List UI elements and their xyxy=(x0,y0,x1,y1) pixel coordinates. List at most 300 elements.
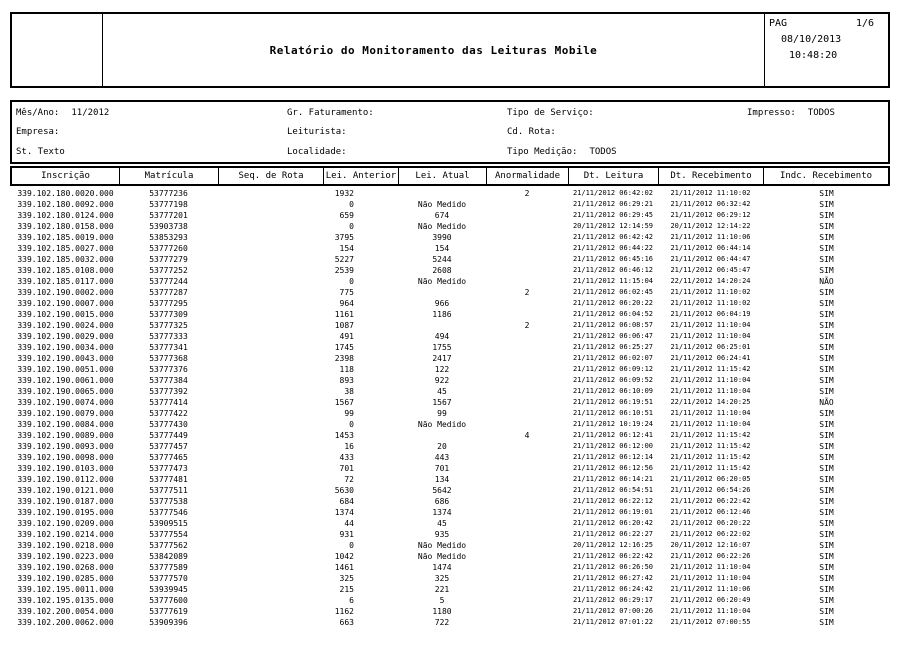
cell-dt-recebimento: 21/11/2012 06:44:14 xyxy=(670,244,751,252)
cell-indc-recebimento: SIM xyxy=(819,299,834,308)
cell-indc-recebimento: SIM xyxy=(819,585,834,594)
table-row xyxy=(12,210,890,221)
column-header-7: Dt. Recebimento xyxy=(658,168,763,184)
cell-matricula: 53777449 xyxy=(149,431,188,440)
filter-label: St. Texto xyxy=(16,146,65,157)
filter-label: Mês/Ano: xyxy=(16,107,60,118)
cell-lei-anterior: 0 xyxy=(349,200,354,209)
cell-indc-recebimento: SIM xyxy=(819,321,834,330)
cell-lei-atual: 5 xyxy=(439,596,445,605)
cell-indc-recebimento: SIM xyxy=(819,607,834,616)
cell-indc-recebimento: SIM xyxy=(819,365,834,374)
cell-matricula: 53777279 xyxy=(149,255,188,264)
cell-seq-rota xyxy=(218,496,323,507)
cell-anormalidade xyxy=(486,551,568,562)
cell-lei-anterior: 5227 xyxy=(334,255,354,264)
cell-anormalidade xyxy=(486,276,568,287)
cell-dt-leitura: 21/11/2012 06:26:50 xyxy=(572,563,654,571)
cell-dt-recebimento: 21/11/2012 11:15:42 xyxy=(670,442,751,450)
cell-anormalidade xyxy=(486,364,568,375)
cell-lei-atual: 20 xyxy=(437,442,447,451)
cell-lei-anterior: 325 xyxy=(339,574,354,583)
cell-indc-recebimento: SIM xyxy=(819,288,834,297)
cell-indc-recebimento: SIM xyxy=(819,475,834,484)
table-row xyxy=(12,386,890,397)
cell-matricula: 53777562 xyxy=(149,541,188,550)
cell-dt-recebimento: 21/11/2012 11:10:04 xyxy=(670,574,751,582)
cell-seq-rota xyxy=(218,573,323,584)
cell-inscricao: 339.102.190.0079.000 xyxy=(17,409,114,418)
cell-lei-anterior: 1745 xyxy=(334,343,354,352)
cell-indc-recebimento: SIM xyxy=(819,431,834,440)
cell-lei-atual: 1186 xyxy=(432,310,452,319)
filter-value: 11/2012 xyxy=(71,107,110,118)
cell-dt-recebimento: 21/11/2012 11:10:04 xyxy=(670,321,751,329)
cell-seq-rota xyxy=(218,353,323,364)
page-number: 1/6 xyxy=(855,18,874,29)
cell-seq-rota xyxy=(218,562,323,573)
cell-lei-anterior: 1932 xyxy=(334,189,354,198)
cell-anormalidade xyxy=(486,573,568,584)
cell-lei-anterior: 433 xyxy=(339,453,354,462)
cell-seq-rota xyxy=(218,452,323,463)
cell-dt-recebimento: 21/11/2012 06:45:47 xyxy=(670,266,751,274)
cell-indc-recebimento: SIM xyxy=(819,343,834,352)
cell-seq-rota xyxy=(218,232,323,243)
cell-lei-atual: 5642 xyxy=(432,486,452,495)
cell-inscricao: 339.102.190.0043.000 xyxy=(17,354,114,363)
cell-anormalidade xyxy=(486,298,568,309)
cell-indc-recebimento: SIM xyxy=(819,530,834,539)
cell-lei-anterior: 215 xyxy=(339,585,354,594)
cell-inscricao: 339.102.185.0027.000 xyxy=(17,244,114,253)
table-row xyxy=(12,617,890,628)
cell-inscricao: 339.102.190.0051.000 xyxy=(17,365,114,374)
cell-dt-leitura: 21/11/2012 06:45:16 xyxy=(572,255,654,263)
cell-lei-atual: 966 xyxy=(434,299,450,308)
cell-anormalidade xyxy=(486,342,568,353)
filter-row xyxy=(16,103,888,123)
table-header-row xyxy=(10,166,890,186)
cell-dt-recebimento: 21/11/2012 11:10:04 xyxy=(670,387,751,395)
cell-dt-recebimento: 21/11/2012 11:10:02 xyxy=(670,189,751,197)
cell-dt-leitura: 21/11/2012 06:42:02 xyxy=(572,189,654,197)
cell-dt-recebimento: 21/11/2012 07:00:55 xyxy=(670,618,751,626)
cell-matricula: 53777376 xyxy=(149,365,188,374)
table-row xyxy=(12,551,890,562)
page-label: PAG xyxy=(769,18,788,29)
cell-dt-recebimento: 21/11/2012 06:24:41 xyxy=(670,354,751,362)
cell-lei-anterior: 491 xyxy=(339,332,354,341)
table-row xyxy=(12,573,890,584)
cell-seq-rota xyxy=(218,518,323,529)
cell-lei-atual: 45 xyxy=(437,387,447,396)
cell-inscricao: 339.102.190.0214.000 xyxy=(17,530,114,539)
cell-seq-rota xyxy=(218,254,323,265)
table-row xyxy=(12,441,890,452)
cell-inscricao: 339.102.190.0209.000 xyxy=(17,519,114,528)
cell-seq-rota xyxy=(218,441,323,452)
cell-inscricao: 339.102.190.0089.000 xyxy=(17,431,114,440)
cell-seq-rota xyxy=(218,474,323,485)
cell-anormalidade xyxy=(486,265,568,276)
cell-lei-anterior: 3795 xyxy=(334,233,354,242)
cell-inscricao: 339.102.190.0218.000 xyxy=(17,541,114,550)
cell-inscricao: 339.102.190.0268.000 xyxy=(17,563,114,572)
cell-matricula: 53777481 xyxy=(149,475,188,484)
cell-matricula: 53842089 xyxy=(149,552,188,561)
cell-anormalidade xyxy=(486,496,568,507)
cell-dt-leitura: 21/11/2012 06:12:14 xyxy=(572,453,654,461)
cell-indc-recebimento: SIM xyxy=(819,233,834,242)
cell-lei-atual xyxy=(398,188,486,199)
cell-dt-leitura: 21/11/2012 06:20:42 xyxy=(572,519,654,527)
cell-inscricao: 339.102.190.0187.000 xyxy=(17,497,114,506)
table-row xyxy=(12,221,890,232)
cell-seq-rota xyxy=(218,199,323,210)
cell-dt-leitura: 21/11/2012 06:19:51 xyxy=(572,398,654,406)
table-row xyxy=(12,430,890,441)
cell-dt-leitura: 21/11/2012 06:06:47 xyxy=(572,332,654,340)
cell-lei-anterior: 775 xyxy=(339,288,354,297)
filter-cd-rota xyxy=(507,127,747,137)
cell-inscricao: 339.102.190.0223.000 xyxy=(17,552,114,561)
cell-inscricao: 339.102.190.0065.000 xyxy=(17,387,114,396)
cell-inscricao: 339.102.190.0195.000 xyxy=(17,508,114,517)
cell-indc-recebimento: SIM xyxy=(819,453,834,462)
cell-seq-rota xyxy=(218,419,323,430)
table-row xyxy=(12,463,890,474)
cell-dt-leitura: 21/11/2012 06:12:56 xyxy=(572,464,654,472)
cell-lei-anterior: 0 xyxy=(349,541,354,550)
cell-lei-atual: 1374 xyxy=(432,508,452,517)
cell-inscricao: 339.102.180.0124.000 xyxy=(17,211,114,220)
cell-anormalidade: 2 xyxy=(524,189,530,198)
cell-dt-leitura: 21/11/2012 06:02:07 xyxy=(572,354,654,362)
cell-seq-rota xyxy=(218,243,323,254)
cell-seq-rota xyxy=(218,408,323,419)
table-row xyxy=(12,397,890,408)
cell-indc-recebimento: SIM xyxy=(819,519,834,528)
cell-lei-atual: 1755 xyxy=(432,343,452,352)
cell-dt-recebimento: 21/11/2012 06:44:47 xyxy=(670,255,751,263)
cell-dt-recebimento: 21/11/2012 06:04:19 xyxy=(670,310,751,318)
column-header-5: Anormalidade xyxy=(486,168,568,184)
cell-seq-rota xyxy=(218,529,323,540)
cell-seq-rota xyxy=(218,221,323,232)
cell-dt-recebimento: 21/11/2012 11:10:02 xyxy=(670,299,751,307)
filter-label: Tipo Medição: xyxy=(507,146,578,157)
cell-dt-leitura: 21/11/2012 06:22:42 xyxy=(572,552,654,560)
cell-lei-atual: Não Medido xyxy=(417,552,467,561)
table-row xyxy=(12,375,890,386)
cell-lei-atual: 935 xyxy=(434,530,450,539)
cell-matricula: 53777201 xyxy=(149,211,188,220)
cell-lei-anterior: 2539 xyxy=(334,266,354,275)
cell-dt-leitura: 21/11/2012 06:29:45 xyxy=(572,211,654,219)
table-row xyxy=(12,320,890,331)
cell-inscricao: 339.102.180.0158.000 xyxy=(17,222,114,231)
table-row xyxy=(12,595,890,606)
cell-matricula: 53939945 xyxy=(149,585,188,594)
cell-lei-atual: 443 xyxy=(434,453,450,462)
cell-lei-atual: 2417 xyxy=(432,354,452,363)
cell-lei-atual: 922 xyxy=(434,376,450,385)
cell-matricula: 53777333 xyxy=(149,332,188,341)
print-date: 08/10/2013 xyxy=(781,34,842,45)
cell-lei-atual: 134 xyxy=(434,475,450,484)
cell-matricula: 53777368 xyxy=(149,354,188,363)
cell-inscricao: 339.102.185.0032.000 xyxy=(17,255,114,264)
cell-lei-atual: 325 xyxy=(434,574,450,583)
cell-matricula: 53777589 xyxy=(149,563,188,572)
cell-dt-recebimento: 21/11/2012 11:10:04 xyxy=(670,376,751,384)
cell-dt-recebimento: 20/11/2012 12:14:22 xyxy=(670,222,751,230)
cell-matricula: 53777252 xyxy=(149,266,188,275)
cell-indc-recebimento: SIM xyxy=(819,376,834,385)
cell-indc-recebimento: SIM xyxy=(819,618,834,627)
table-row xyxy=(12,364,890,375)
cell-anormalidade xyxy=(486,199,568,210)
cell-dt-recebimento: 22/11/2012 14:20:25 xyxy=(670,398,751,406)
cell-anormalidade xyxy=(486,540,568,551)
cell-seq-rota xyxy=(218,309,323,320)
cell-lei-atual xyxy=(398,430,486,441)
table-row xyxy=(12,540,890,551)
cell-inscricao: 339.102.190.0034.000 xyxy=(17,343,114,352)
filter-mes-ano xyxy=(16,108,287,118)
cell-lei-atual: 3990 xyxy=(432,233,452,242)
cell-dt-leitura: 21/11/2012 06:46:12 xyxy=(572,266,654,274)
cell-indc-recebimento: SIM xyxy=(819,563,834,572)
cell-dt-recebimento: 21/11/2012 06:25:01 xyxy=(670,343,751,351)
cell-dt-leitura: 20/11/2012 12:16:25 xyxy=(572,541,654,549)
table-row xyxy=(12,243,890,254)
cell-matricula: 53777287 xyxy=(149,288,188,297)
cell-lei-anterior: 964 xyxy=(339,299,354,308)
cell-matricula: 53777384 xyxy=(149,376,188,385)
filter-label: Empresa: xyxy=(16,127,60,138)
cell-dt-leitura: 21/11/2012 06:22:12 xyxy=(572,497,654,505)
cell-seq-rota xyxy=(218,287,323,298)
cell-seq-rota xyxy=(218,463,323,474)
cell-lei-anterior: 659 xyxy=(339,211,354,220)
cell-dt-leitura: 21/11/2012 07:00:26 xyxy=(572,607,654,615)
filter-row xyxy=(16,123,888,143)
cell-lei-anterior: 684 xyxy=(339,497,354,506)
cell-inscricao: 339.102.190.0029.000 xyxy=(17,332,114,341)
cell-indc-recebimento: SIM xyxy=(819,497,834,506)
cell-anormalidade xyxy=(486,419,568,430)
cell-dt-recebimento: 21/11/2012 06:22:26 xyxy=(670,552,751,560)
table-row xyxy=(12,298,890,309)
cell-indc-recebimento: SIM xyxy=(819,200,834,209)
cell-anormalidade xyxy=(486,441,568,452)
cell-lei-anterior: 1453 xyxy=(334,431,354,440)
cell-seq-rota xyxy=(218,375,323,386)
cell-matricula: 53777430 xyxy=(149,420,188,429)
cell-lei-atual: 154 xyxy=(434,244,450,253)
cell-dt-recebimento: 21/11/2012 11:10:04 xyxy=(670,332,751,340)
cell-lei-anterior: 1162 xyxy=(334,607,354,616)
cell-lei-atual xyxy=(398,320,486,331)
cell-dt-recebimento: 20/11/2012 12:16:07 xyxy=(670,541,751,549)
cell-lei-atual: 122 xyxy=(434,365,450,374)
cell-dt-recebimento: 22/11/2012 14:20:24 xyxy=(670,277,751,285)
cell-lei-anterior: 38 xyxy=(344,387,354,396)
cell-lei-anterior: 1374 xyxy=(334,508,354,517)
cell-anormalidade: 2 xyxy=(524,288,530,297)
cell-indc-recebimento: NÃO xyxy=(819,398,834,407)
filter-label: Impresso: xyxy=(747,107,796,118)
cell-lei-anterior: 1042 xyxy=(334,552,354,561)
cell-lei-atual: 1180 xyxy=(432,607,452,616)
cell-dt-recebimento: 21/11/2012 11:10:04 xyxy=(670,563,751,571)
cell-dt-leitura: 21/11/2012 06:27:42 xyxy=(572,574,654,582)
filter-value: TODOS xyxy=(807,107,835,118)
filter-gr-faturamento xyxy=(287,108,507,118)
table-row xyxy=(12,188,890,199)
table-row xyxy=(12,232,890,243)
cell-lei-atual: 722 xyxy=(434,618,450,627)
filter-row xyxy=(16,142,888,162)
cell-dt-recebimento: 21/11/2012 06:20:05 xyxy=(670,475,751,483)
cell-anormalidade xyxy=(486,221,568,232)
cell-dt-leitura: 21/11/2012 06:09:52 xyxy=(572,376,654,384)
cell-seq-rota xyxy=(218,342,323,353)
cell-matricula: 53853293 xyxy=(149,233,188,242)
cell-matricula: 53777465 xyxy=(149,453,188,462)
table-row xyxy=(12,419,890,430)
filter-localidade xyxy=(287,147,507,157)
cell-indc-recebimento: SIM xyxy=(819,552,834,561)
column-header-4: Lei. Atual xyxy=(398,168,486,184)
cell-lei-atual: Não Medido xyxy=(417,200,467,209)
cell-dt-recebimento: 21/11/2012 06:20:22 xyxy=(670,519,751,527)
cell-inscricao: 339.102.190.0074.000 xyxy=(17,398,114,407)
column-header-0: Inscrição xyxy=(41,171,90,181)
cell-inscricao: 339.102.200.0054.000 xyxy=(17,607,114,616)
cell-inscricao: 339.102.190.0061.000 xyxy=(17,376,114,385)
cell-inscricao: 339.102.190.0285.000 xyxy=(17,574,114,583)
cell-inscricao: 339.102.195.0135.000 xyxy=(17,596,114,605)
column-header-2: Seq. de Rota xyxy=(218,168,323,184)
cell-lei-anterior: 1461 xyxy=(334,563,354,572)
filter-label: Gr. Faturamento: xyxy=(287,107,374,118)
cell-anormalidade xyxy=(486,375,568,386)
cell-dt-leitura: 21/11/2012 06:10:51 xyxy=(572,409,654,417)
cell-lei-atual: 99 xyxy=(437,409,447,418)
cell-lei-atual: 45 xyxy=(437,519,447,528)
report-header-box xyxy=(10,12,890,88)
cell-anormalidade xyxy=(486,386,568,397)
cell-anormalidade xyxy=(486,331,568,342)
cell-matricula: 53777473 xyxy=(149,464,188,473)
cell-inscricao: 339.102.180.0020.000 xyxy=(17,189,114,198)
cell-indc-recebimento: SIM xyxy=(819,574,834,583)
cell-dt-recebimento: 21/11/2012 11:10:06 xyxy=(670,233,751,241)
cell-anormalidade xyxy=(486,584,568,595)
filter-empresa xyxy=(16,127,287,137)
cell-indc-recebimento: SIM xyxy=(819,332,834,341)
cell-seq-rota xyxy=(218,485,323,496)
cell-lei-atual xyxy=(398,287,486,298)
cell-matricula: 53777392 xyxy=(149,387,188,396)
cell-indc-recebimento: SIM xyxy=(819,409,834,418)
cell-anormalidade xyxy=(486,452,568,463)
cell-seq-rota xyxy=(218,584,323,595)
cell-dt-leitura: 21/11/2012 06:14:21 xyxy=(572,475,654,483)
cell-dt-recebimento: 21/11/2012 06:54:26 xyxy=(670,486,751,494)
cell-anormalidade xyxy=(486,254,568,265)
cell-seq-rota xyxy=(218,551,323,562)
cell-dt-leitura: 21/11/2012 06:04:52 xyxy=(572,310,654,318)
cell-lei-anterior: 893 xyxy=(339,376,354,385)
cell-inscricao: 339.102.200.0062.000 xyxy=(17,618,114,627)
column-header-8: Indc. Recebimento xyxy=(763,168,888,184)
cell-anormalidade xyxy=(486,232,568,243)
cell-seq-rota xyxy=(218,265,323,276)
cell-dt-leitura: 21/11/2012 06:22:27 xyxy=(572,530,654,538)
cell-inscricao: 339.102.190.0015.000 xyxy=(17,310,114,319)
cell-inscricao: 339.102.185.0117.000 xyxy=(17,277,114,286)
cell-dt-recebimento: 21/11/2012 11:15:42 xyxy=(670,431,751,439)
cell-matricula: 53903738 xyxy=(149,222,188,231)
cell-dt-recebimento: 21/11/2012 11:15:42 xyxy=(670,464,751,472)
table-row xyxy=(12,254,890,265)
cell-seq-rota xyxy=(218,298,323,309)
cell-dt-leitura: 21/11/2012 06:29:17 xyxy=(572,596,654,604)
cell-indc-recebimento: SIM xyxy=(819,596,834,605)
cell-matricula: 53777511 xyxy=(149,486,188,495)
cell-lei-anterior: 6 xyxy=(349,596,354,605)
cell-inscricao: 339.102.190.0098.000 xyxy=(17,453,114,462)
cell-inscricao: 339.102.185.0108.000 xyxy=(17,266,114,275)
cell-dt-recebimento: 21/11/2012 06:32:42 xyxy=(670,200,751,208)
cell-anormalidade xyxy=(486,617,568,628)
cell-seq-rota xyxy=(218,364,323,375)
cell-lei-anterior: 701 xyxy=(339,464,354,473)
filter-leiturista xyxy=(287,127,507,137)
cell-anormalidade xyxy=(486,463,568,474)
cell-lei-atual: 494 xyxy=(434,332,450,341)
filter-st-texto xyxy=(16,147,287,157)
cell-indc-recebimento: SIM xyxy=(819,354,834,363)
cell-dt-leitura: 21/11/2012 07:01:22 xyxy=(572,618,654,626)
cell-dt-recebimento: 21/11/2012 11:15:42 xyxy=(670,365,751,373)
cell-matricula: 53777554 xyxy=(149,530,188,539)
cell-anormalidade: 2 xyxy=(524,321,530,330)
cell-seq-rota xyxy=(218,386,323,397)
cell-dt-recebimento: 21/11/2012 06:22:42 xyxy=(670,497,751,505)
cell-dt-recebimento: 21/11/2012 11:10:04 xyxy=(670,409,751,417)
filter-label: Cd. Rota: xyxy=(507,127,556,138)
cell-indc-recebimento: SIM xyxy=(819,189,834,198)
table-row xyxy=(12,518,890,529)
cell-lei-atual: 674 xyxy=(434,211,450,220)
table-row xyxy=(12,276,890,287)
table-row xyxy=(12,496,890,507)
cell-matricula: 53777236 xyxy=(149,189,188,198)
cell-lei-atual: 221 xyxy=(434,585,450,594)
cell-lei-atual: 5244 xyxy=(432,255,452,264)
cell-indc-recebimento: SIM xyxy=(819,266,834,275)
cell-inscricao: 339.102.195.0011.000 xyxy=(17,585,114,594)
cell-anormalidade xyxy=(486,309,568,320)
cell-dt-leitura: 21/11/2012 06:54:51 xyxy=(572,486,654,494)
cell-lei-anterior: 0 xyxy=(349,420,354,429)
table-row xyxy=(12,408,890,419)
